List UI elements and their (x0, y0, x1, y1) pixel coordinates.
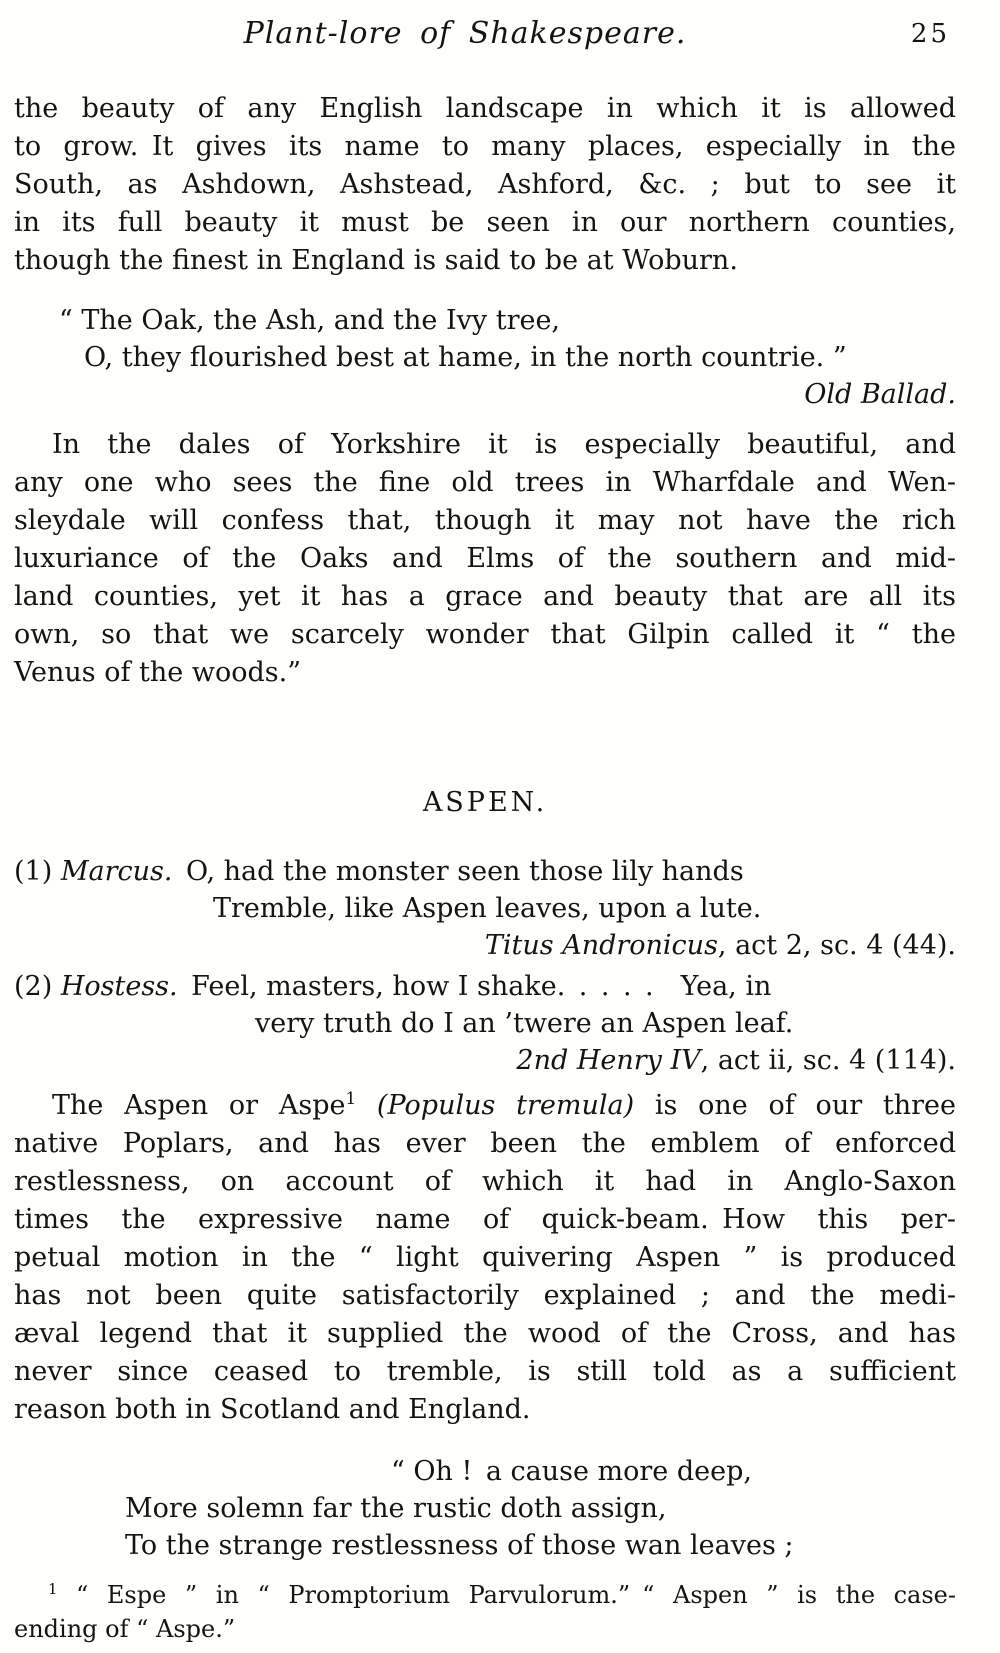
page-number: 25 (910, 19, 950, 49)
text-run: sleydale will confess that, though it may not have the rich (14, 505, 956, 536)
text-line (14, 1578, 956, 1612)
aspen-heading (14, 784, 956, 822)
text-run: “ The Oak, the Ash, and the Ivy tree, (59, 305, 561, 336)
text-line (14, 502, 956, 540)
text-line (213, 890, 956, 927)
text-run: times the expressive name of quick-beam. How this per- (14, 1204, 956, 1235)
text-run: petual motion in the “ light quivering Aspen ” is produced (14, 1242, 956, 1273)
text-line (255, 1005, 956, 1042)
text-run: reason both in Scotland and England. (14, 1394, 531, 1425)
text-line (14, 426, 956, 464)
text-run: restlessness, on account of which it had in Anglo-Saxon (14, 1166, 956, 1197)
text-line (125, 1490, 956, 1527)
text-run: though the finest in England is said to be at Woburn. (14, 245, 738, 276)
text-run: very truth do I an ’twere an Aspen leaf. (255, 1008, 794, 1039)
footnote (14, 1578, 956, 1646)
wan-leaves-verse (14, 1453, 956, 1564)
opening-paragraph (14, 90, 956, 280)
text-line (14, 1277, 956, 1315)
text-line (59, 302, 956, 339)
footnote-ref: 1 (48, 1580, 58, 1598)
text-run: is one of our three (634, 1090, 956, 1121)
text-run: (1) (14, 856, 61, 887)
text-run: Feel, masters, how I shake. . . . . Yea, in (177, 971, 772, 1002)
text-run: In the dales of Yorkshire it is especially beautiful, and (52, 429, 956, 460)
citation-line (14, 1042, 956, 1079)
text-run: South, as Ashdown, Ashstead, Ashford, &c. ; but to see it (14, 169, 956, 200)
text-run (356, 1090, 377, 1121)
yorkshire-paragraph (14, 426, 956, 692)
text-line (14, 376, 956, 414)
text-line (14, 1239, 956, 1277)
text-run: “ Oh ! a cause more deep, (391, 1456, 752, 1487)
text-run: , act ii, sc. 4 (114). (700, 1045, 956, 1076)
italic-text: (Populus tremula) (376, 1090, 635, 1121)
text-run: in its full beauty it must be seen in our northern counties, (14, 207, 956, 238)
text-run: More solemn far the rustic doth assign, (125, 1493, 667, 1524)
text-run: æval legend that it supplied the wood of the Cross, and has (14, 1318, 956, 1349)
text-run: The Aspen or Aspe (52, 1090, 346, 1121)
text-run: ASPEN. (422, 787, 548, 818)
text-line (14, 1163, 956, 1201)
text-run: any one who sees the fine old trees in Wharfdale and Wen- (14, 467, 956, 498)
text-run: Old Ballad. (804, 379, 956, 410)
text-line (14, 1087, 956, 1125)
text-run: land counties, yet it has a grace and beauty that are all its (14, 581, 956, 612)
text-line (14, 242, 956, 280)
text-line (14, 1391, 956, 1429)
text-line (14, 1612, 956, 1646)
quotation-1 (14, 853, 956, 964)
text-line (14, 784, 956, 822)
text-run: has not been quite satisfactorily explained ; and the medi- (14, 1280, 956, 1311)
italic-text: Marcus. (60, 856, 173, 887)
text-run: the beauty of any English landscape in which it is allowed (14, 93, 956, 124)
aspen-paragraph (14, 1087, 956, 1429)
text-run: O, had the monster seen those lily hands (172, 856, 744, 887)
italic-text: 2nd Henry IV (516, 1045, 701, 1076)
text-line (14, 464, 956, 502)
text-run: native Poplars, and has ever been the emblem of enforced (14, 1128, 956, 1159)
text-run: O, they flourished best at hame, in the north countrie. ” (84, 342, 847, 373)
running-header (14, 16, 956, 56)
text-run: never since ceased to tremble, is still told as a sufficient (14, 1356, 956, 1387)
text-run: “ Espe ” in “ Promptorium Parvulorum.” “ Aspen ” is the case- (57, 1581, 956, 1609)
text-line (14, 540, 956, 578)
running-header-title: Plant-lore of Shakespeare. (243, 16, 687, 51)
italic-text: Titus Andronicus (484, 930, 718, 961)
page-body (14, 90, 956, 1646)
text-line (14, 1353, 956, 1391)
citation-line (14, 927, 956, 964)
text-line (14, 853, 956, 890)
text-run: Tremble, like Aspen leaves, upon a lute. (213, 893, 762, 924)
text-run: , act 2, sc. 4 (44). (717, 930, 956, 961)
text-line (391, 1453, 956, 1490)
quotation-2 (14, 968, 956, 1079)
text-line (14, 654, 956, 692)
text-run: to grow. It gives its name to many places, especially in the (14, 131, 956, 162)
text-line (14, 90, 956, 128)
text-line (14, 1315, 956, 1353)
text-line (14, 204, 956, 242)
text-line (14, 166, 956, 204)
text-line (125, 1527, 956, 1564)
text-line (84, 339, 956, 376)
old-ballad-verse (14, 302, 956, 376)
footnote-ref: 1 (345, 1088, 357, 1108)
text-line (14, 1201, 956, 1239)
text-line (14, 968, 956, 1005)
text-line (14, 578, 956, 616)
text-line (14, 616, 956, 654)
text-run: own, so that we scarcely wonder that Gilpin called it “ the (14, 619, 956, 650)
text-run: ending of “ Aspe.” (14, 1615, 236, 1643)
old-ballad-attribution (14, 376, 956, 414)
text-run: To the strange restlessness of those wan leaves ; (125, 1530, 794, 1561)
text-line (14, 1125, 956, 1163)
text-run: Venus of the woods.” (14, 657, 301, 688)
italic-text: Hostess. (60, 971, 178, 1002)
text-line (14, 128, 956, 166)
text-run: (2) (14, 971, 61, 1002)
text-run: luxuriance of the Oaks and Elms of the southern and mid- (14, 543, 956, 574)
